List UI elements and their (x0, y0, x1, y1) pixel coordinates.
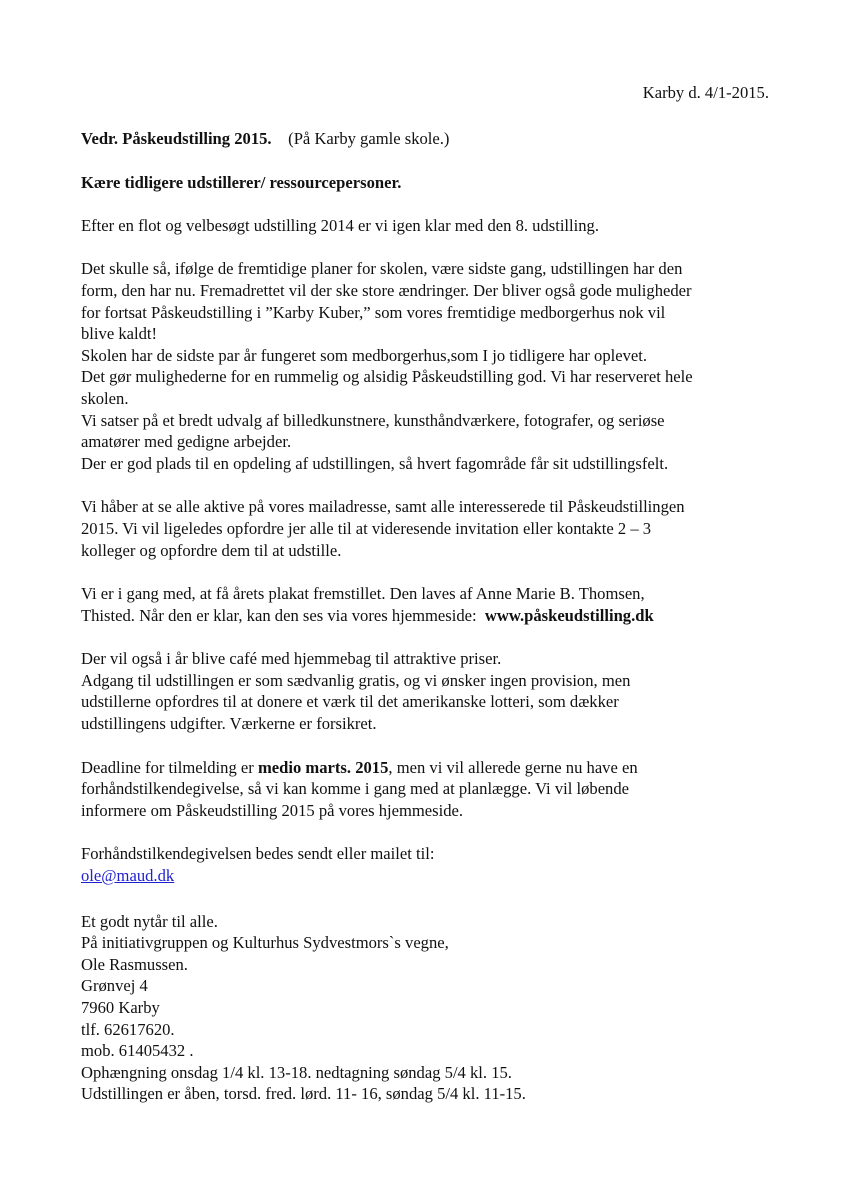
text-line: 2015. Vi vil ligeledes opfordre jer alle til at videresende invitation eller kontakte 2 – 3 (81, 518, 652, 538)
text-line: form, den har nu. Fremadrettet vil der ske store ændringer. Der bliver også gode muligheder (81, 280, 692, 300)
hanging-schedule: Ophængning onsdag 1/4 kl. 13-18. nedtagning søndag 5/4 kl. 15. (81, 1062, 512, 1082)
closing-block (81, 911, 771, 1105)
signature-name: Ole Rasmussen. (81, 954, 188, 974)
salutation: Kære tidligere udstillerer/ ressourcepersoner. (81, 173, 402, 193)
text-line: Thisted. Når den er klar, kan den ses via vores hjemmeside: (81, 605, 485, 625)
paragraph-poster (81, 583, 771, 626)
text-line: blive kaldt! (81, 324, 158, 344)
text-line: forhåndstilkendegivelse, så vi kan komme i gang med at planlægge. Vi vil løbende (81, 779, 630, 799)
paragraph-invitation (81, 496, 771, 561)
text-line (81, 757, 771, 779)
text-line: Deadline for tilmelding er (81, 757, 258, 777)
text-line: udstillerne opfordres til at donere et værk til det amerikanske lotteri, som dækker (81, 692, 619, 712)
text-line: Det skulle så, ifølge de fremtidige planer for skolen, være sidste gang, udstillingen har den (81, 259, 683, 279)
paragraph-cafe (81, 648, 771, 734)
letter-subject (81, 128, 771, 150)
email-line (81, 865, 771, 887)
paragraph-deadline (81, 757, 771, 822)
text-line (81, 605, 771, 627)
text-line: Et godt nytår til alle. (81, 911, 218, 931)
text-line: Vi håber at se alle aktive på vores mailadresse, samt alle interesserede til Påskeudstillingen (81, 497, 685, 517)
paragraph-contact (81, 843, 771, 886)
letter-page (81, 82, 771, 1105)
text-line: skolen. (81, 388, 129, 408)
paragraph-intro: Efter en flot og velbesøgt udstilling 2014 er vi igen klar med den 8. udstilling. (81, 215, 600, 235)
website-link[interactable]: www.påskeudstilling.dk (484, 605, 654, 625)
text-line: udstillingens udgifter. Værkerne er forsikret. (81, 714, 377, 734)
subject-location: (På Karby gamle skole.) (288, 128, 450, 148)
text-line: kolleger og opfordre dem til at udstille. (81, 540, 342, 560)
text-line: Forhåndstilkendegivelsen bedes sendt eller mailet til: (81, 844, 435, 864)
text-line: Det gør mulighederne for en rummelig og alsidig Påskeudstilling god. Vi har reserveret hele (81, 367, 693, 387)
text-line: informere om Påskeudstilling 2015 på vores hjemmeside. (81, 800, 464, 820)
letter-date: Karby d. 4/1-2015. (642, 83, 769, 102)
mobile-number: mob. 61405432 . (81, 1041, 194, 1061)
text-line: På initiativgruppen og Kulturhus Sydvestmors`s vegne, (81, 933, 449, 953)
subject-title: Vedr. Påskeudstilling 2015. (81, 128, 272, 148)
text-line: Der vil også i år blive café med hjemmebag til attraktive priser. (81, 649, 502, 669)
deadline-date: medio marts. 2015 (257, 757, 389, 777)
text-line: Vi satser på et bredt udvalg af billedkunstnere, kunsthåndværkere, fotografer, og seriøse (81, 410, 665, 430)
address-street: Grønvej 4 (81, 976, 148, 996)
text-line: Der er god plads til en opdeling af udstillingen, så hvert fagområde får sit udstillingsfelt. (81, 453, 669, 473)
text-line: amatører med gedigne arbejder. (81, 432, 292, 452)
text-line: Vi er i gang med, at få årets plakat fremstillet. Den laves af Anne Marie B. Thomsen, (81, 584, 645, 604)
phone-number: tlf. 62617620. (81, 1019, 175, 1039)
email-link[interactable]: ole@maud.dk (81, 866, 175, 886)
text-line: , men vi vil allerede gerne nu have en (388, 757, 638, 777)
text-line: for fortsat Påskeudstilling i ”Karby Kuber,” som vores fremtidige medborgerhus nok vil (81, 302, 666, 322)
opening-hours: Udstillingen er åben, torsd. fred. lørd. 11- 16, søndag 5/4 kl. 11-15. (81, 1084, 526, 1104)
address-city: 7960 Karby (81, 998, 160, 1017)
text-line: Adgang til udstillingen er som sædvanlig gratis, og vi ønsker ingen provision, men (81, 670, 631, 690)
text-line: Skolen har de sidste par år fungeret som medborgerhus,som I jo tidligere har oplevet. (81, 345, 648, 365)
paragraph-plans (81, 258, 771, 474)
